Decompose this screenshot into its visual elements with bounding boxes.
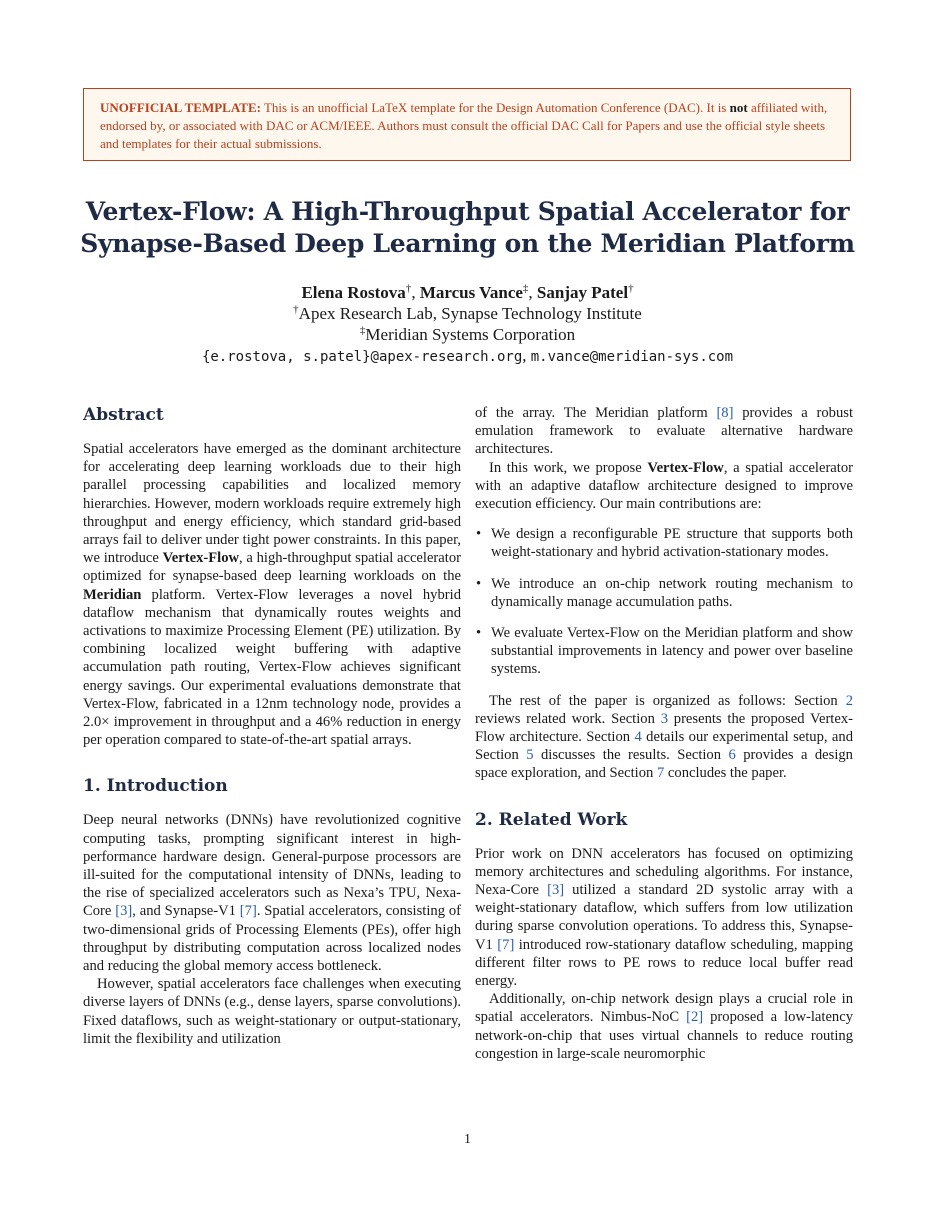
section-link[interactable]: 7 (656, 765, 665, 782)
related-p1-part-a: Prior work on DNN accelerators has focused on optimizing memory architectures and scheduling algorithms. For instance, Nexa-Core (475, 845, 853, 899)
author-1-mark: † (405, 282, 412, 295)
citation-link[interactable]: [3] (547, 882, 565, 899)
related-p1-part-c: introduced row-stationary dataflow scheduling, mapping different filter rows to PE rows to reduce local buffer read energy. (475, 936, 853, 990)
section-link[interactable]: 4 (634, 729, 642, 746)
affiliation-2-mark: ‡ (359, 324, 366, 337)
left-column (83, 404, 461, 1048)
email-1: {e.rostova, s.patel}@apex-research.org (201, 349, 523, 365)
abstract-heading: Abstract (83, 405, 164, 425)
intro-p4-part-c: , a spatial accelerator with an adaptive dataflow architecture designed to improve execution efficiency. Our main contributions are: (475, 459, 853, 513)
paper-title: Vertex-Flow: A High-Throughput Spatial Accelerator for Synapse-Based Deep Learning on the Meridian Platform (80, 197, 855, 258)
org-part-e: discusses the results. Section (533, 747, 729, 764)
intro-paragraph-3 (475, 404, 853, 459)
related-paragraph-2 (475, 990, 853, 1063)
affiliation-1 (60, 303, 875, 324)
list-item: • We design a reconfigurable PE structure that supports both weight-stationary and hybrid activation-stationary modes. (475, 525, 853, 561)
page-number: 1 (464, 1132, 471, 1147)
affiliation-1-mark: † (293, 303, 299, 316)
notice-label: UNOFFICIAL TEMPLATE: (100, 100, 261, 115)
author-emails (60, 345, 875, 368)
paper-organization-paragraph (475, 692, 853, 783)
author-separator: , (411, 283, 420, 302)
intro-paragraph-2: However, spatial accelerators face challenges when executing diverse layers of DNNs (e.g., dense layers, sparse convolutions). Fixed dataflows, such as weight-stationary or output-stationary, limit the flexibility and utilization (83, 976, 461, 1047)
section-link[interactable]: 2 (845, 692, 853, 709)
list-item: • We evaluate Vertex-Flow on the Meridian platform and show substantial improvements in latency and power over baseline systems. (475, 624, 853, 679)
list-item: • We introduce an on-chip network routing mechanism to dynamically manage accumulation paths. (475, 575, 853, 611)
section-link[interactable]: 6 (728, 747, 736, 764)
author-2-mark: ‡ (522, 282, 529, 295)
related-p2-part-a: Additionally, on-chip network design plays a crucial role in spatial accelerators. Nimbus-NoC (475, 991, 853, 1026)
notice-text-1: This is an unofficial LaTeX template for the Design Automation Conference (DAC). It is (260, 100, 730, 115)
related-p2-part-b: proposed a low-latency network-on-chip that uses virtual channels to reduce routing congestion in large-scale neuromorphic (475, 1009, 853, 1062)
affiliation-2-text: Meridian Systems Corporation (365, 325, 576, 344)
introduction-heading: 1. Introduction (83, 776, 228, 797)
email-2: m.vance@meridian-sys.com (530, 349, 734, 365)
affiliation-2 (60, 324, 875, 345)
org-part-b: reviews related work. Section (475, 710, 661, 727)
author-2: Marcus Vance (419, 283, 523, 302)
notice-text-2: affiliated with, endorsed by, or associated with DAC or ACM/IEEE. Authors must consult the official DAC Call for Papers and use the official style sheets and templates for their actual submissions. (100, 100, 828, 151)
intro-p3-part-a: of the array. The Meridian platform (475, 405, 717, 421)
author-1: Elena Rostova (301, 283, 406, 302)
citation-link[interactable]: [2] (686, 1009, 704, 1026)
author-3-mark: † (628, 282, 634, 295)
org-part-f: provides a design space exploration, and Section (475, 747, 853, 782)
right-column (475, 404, 853, 1063)
intro-p1-part-c: . Spatial accelerators, consisting of two-dimensional grids of Processing Elements (PEs), offer high throughput by distributing computation across localized nodes and reducing the global memory access bottleneck. (83, 903, 461, 975)
org-part-a: The rest of the paper is organized as follows: Section (489, 692, 846, 709)
author-names (60, 282, 875, 303)
related-p1-part-b: utilized a standard 2D systolic array with a weight-stationary dataflow, which suffers from low utilization during sparse convolution operations. To address this, Synapse-V1 (475, 882, 853, 953)
citation-link[interactable]: [8] (716, 405, 734, 421)
section-link[interactable]: 5 (526, 747, 534, 764)
section-link[interactable]: 3 (660, 710, 668, 727)
org-part-d: details our experimental setup, and Section (475, 729, 853, 764)
citation-link[interactable]: [3] (115, 903, 133, 920)
abstract-part-1: Spatial accelerators have emerged as the dominant architecture for accelerating deep learning workloads due to their high parallel processing capabilities and localized memory hierarchies. However, modern workloads require extremely high throughput and energy efficiency, which standard grid-based arrays fail to deliver under tight power constraints. In this paper, we introduce (83, 441, 461, 567)
intro-p4-bold: Vertex-Flow (647, 459, 724, 476)
intro-p1-part-b: , and Synapse-V1 (132, 903, 240, 920)
abstract-text (83, 440, 461, 749)
author-separator: , (528, 283, 537, 302)
unofficial-template-notice (83, 88, 851, 161)
contributions-list (475, 525, 853, 678)
author-3: Sanjay Patel (536, 283, 629, 302)
org-part-c: presents the proposed Vertex-Flow architecture. Section (475, 710, 853, 746)
abstract-part-2: , a high-throughput spatial accelerator optimized for synapse-based deep learning workloads on the (83, 550, 461, 585)
intro-paragraph-4 (475, 459, 853, 514)
citation-link[interactable]: [7] (239, 903, 257, 920)
intro-p1-part-a: Deep neural networks (DNNs) have revolutionized cognitive computing tasks, prompting significant interest in high-performance hardware design. General-purpose processors are ill-suited for the computational intensity of DNNs, leading to the rise of specialized accelerators such as Nexa’s TPU, Nexa-Core (83, 812, 461, 920)
citation-link[interactable]: [7] (497, 936, 515, 953)
org-part-g: concludes the paper. (664, 765, 787, 782)
affiliation-1-text: Apex Research Lab, Synapse Technology Institute (298, 304, 642, 323)
intro-p3-part-b: provides a robust emulation framework to evaluate alternative hardware architectures. (475, 405, 853, 458)
related-work-heading: 2. Related Work (475, 809, 628, 830)
intro-p4-part-a: In this work, we propose (489, 459, 648, 476)
notice-not: not (729, 100, 748, 115)
abstract-bold-1: Vertex-Flow (162, 550, 240, 567)
abstract-part-3: platform. Vertex-Flow leverages a novel hybrid dataflow mechanism that dynamically routes weights and activations to maximize Processing Element (PE) utilization. By combining localized weight buffering with adaptive accumulation path routing, Vertex-Flow achieves significant energy savings. Our experimental evaluations demonstrate that Vertex-Flow, fabricated in a 12nm technology node, provides a 2.0× improvement in throughput and a 46% reduction in energy per operation compared to state-of-the-art spatial arrays. (83, 586, 461, 749)
related-paragraph-1 (475, 845, 853, 991)
email-separator: , (522, 346, 531, 365)
author-block (60, 282, 875, 368)
abstract-bold-2: Meridian (83, 586, 142, 603)
intro-paragraph-1 (83, 811, 461, 975)
